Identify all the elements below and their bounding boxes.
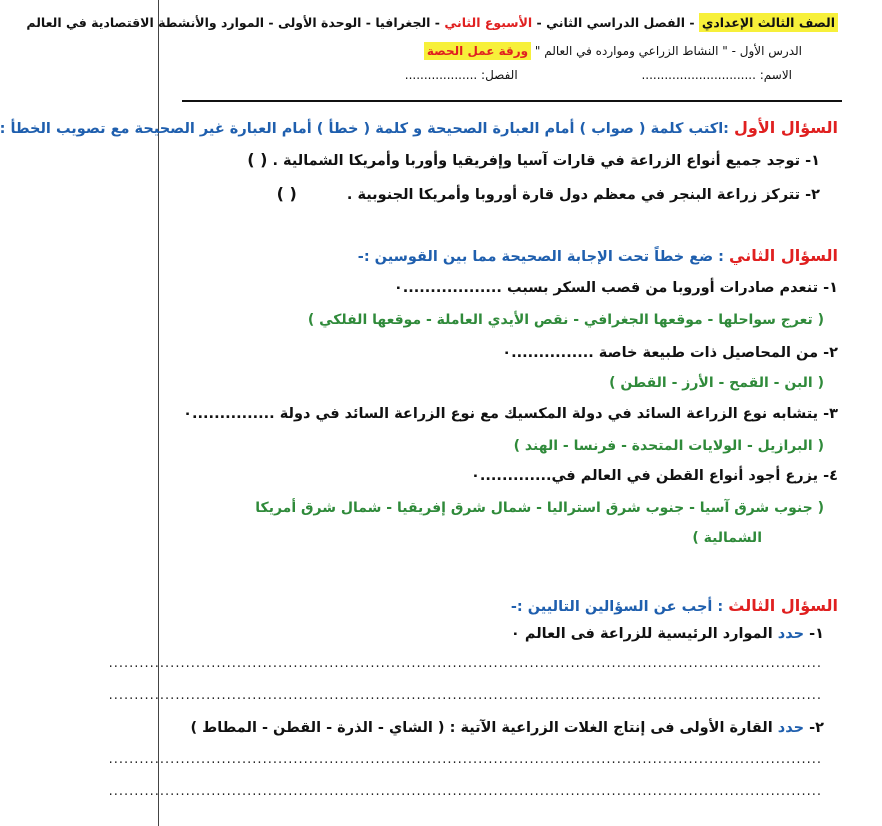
q3-item-2-verb: حدد (777, 720, 805, 736)
answer-line-1[interactable]: ........................................................................................................................................... (108, 656, 822, 671)
header-line-3 (232, 64, 792, 86)
answer-line-4[interactable]: ........................................................................................................................................... (108, 784, 822, 799)
header-line-1: الصف الثالث الإعدادي - الفصل الدراسي الثاني - الأسبوع الثاني - الجغرافيا - الوحدة الأولى - الموارد والأنشطة الاقتصادية في العالم (158, 10, 838, 36)
q3-instruction: : أجب عن السؤالين التاليين :- (510, 599, 724, 615)
q1-title (0, 118, 838, 137)
q2-item-4: ٤- يزرع أجود أنواع القطن في العالم في.............٠ (471, 468, 838, 484)
q1-label: السؤال الأول (734, 118, 838, 137)
q2-item-3: ٣- يتشابه نوع الزراعة السائد في دولة المكسيك مع نوع الزراعة السائد في دولة ...............٠ (183, 406, 838, 422)
answer-line-2[interactable]: ........................................................................................................................................... (108, 688, 822, 703)
q2-item-2-options: ( البن - القمح - الأرز - القطن ) (609, 375, 824, 391)
q3-item-2-text: القارة الأولى فى إنتاج الغلات الزراعية الآتية : ( الشاي - الذرة - القطن - المطاط ) (190, 720, 773, 736)
class-field: الفصل: ................... (404, 68, 518, 82)
q3-label: السؤال الثالث (728, 596, 838, 615)
q3-item-2 (158, 720, 824, 736)
q1-item-2-blank: ( ) (276, 184, 297, 203)
q1-item-1-text: ١- توجد جميع أنواع الزراعة في قارات آسيا وإفريقيا وأوربا وأمريكا الشمالية . (272, 153, 820, 169)
subject-label: الجغرافيا (375, 15, 431, 30)
answer-line-3[interactable]: ........................................................................................................................................... (108, 752, 822, 767)
term-label: الفصل الدراسي الثاني (546, 15, 685, 30)
grade-label: الصف الثالث الإعدادي (699, 13, 838, 32)
q2-instruction: : ضع خطاً تحت الإجابة الصحيحة مما بين القوسين :- (357, 249, 724, 265)
week-label: الأسبوع الثاني (444, 15, 533, 30)
q2-item-4-options: ( جنوب شرق آسيا - جنوب شرق استراليا - شمال شرق إفريقيا - شمال شرق أمريكا (255, 500, 824, 516)
q3-item-1-text: الموارد الرئيسية للزراعة فى العالم ٠ (510, 626, 773, 642)
unit-label: الوحدة الأولى - الموارد والأنشطة الاقتصادية في العالم (26, 15, 362, 30)
header-divider (182, 100, 842, 102)
q1-item-1 (158, 150, 820, 169)
q2-item-1: ١- تنعدم صادرات أوروبا من قصب السكر بسبب ..................٠ (393, 280, 838, 296)
q2-item-3-options: ( البرازيل - الولايات المتحدة - فرنسا - الهند ) (513, 438, 824, 454)
q2-item-2: ٢- من المحاصيل ذات طبيعة خاصة ...............٠ (502, 345, 838, 361)
q2-item-4-options-cont: الشمالية ) (692, 530, 762, 546)
q1-instruction: :اكتب كلمة ( صواب ) أمام العبارة الصحيحة و كلمة ( خطأ ) أمام العبارة غير الصحيحة مع تصويب الخطأ : (0, 121, 729, 137)
q2-item-1-options: ( تعرج سواحلها - موقعها الجغرافي - نقص الأيدي العاملة - موقعها الفلكي ) (307, 312, 824, 328)
q2-label: السؤال الثاني (729, 246, 838, 265)
worksheet-label: ورقة عمل الحصة (424, 42, 531, 60)
q3-item-2-number: ٢- (809, 720, 824, 736)
q3-item-1-number: ١- (809, 626, 824, 642)
q1-item-2 (158, 184, 820, 203)
header-line-2 (242, 40, 802, 62)
name-field: الاسم: .............................. (641, 68, 792, 82)
q3-title (158, 596, 838, 615)
q3-item-1 (158, 626, 824, 642)
lesson-label: الدرس الأول - " النشاط الزراعي وموارده في العالم " (534, 44, 802, 58)
q2-title (158, 246, 838, 265)
q3-item-1-verb: حدد (777, 626, 805, 642)
q1-item-1-blank: ( ) (247, 150, 268, 169)
q1-item-2-text: ٢- تتركز زراعة البنجر في معظم دول قارة أوروبا وأمريكا الجنوبية . (346, 187, 820, 203)
